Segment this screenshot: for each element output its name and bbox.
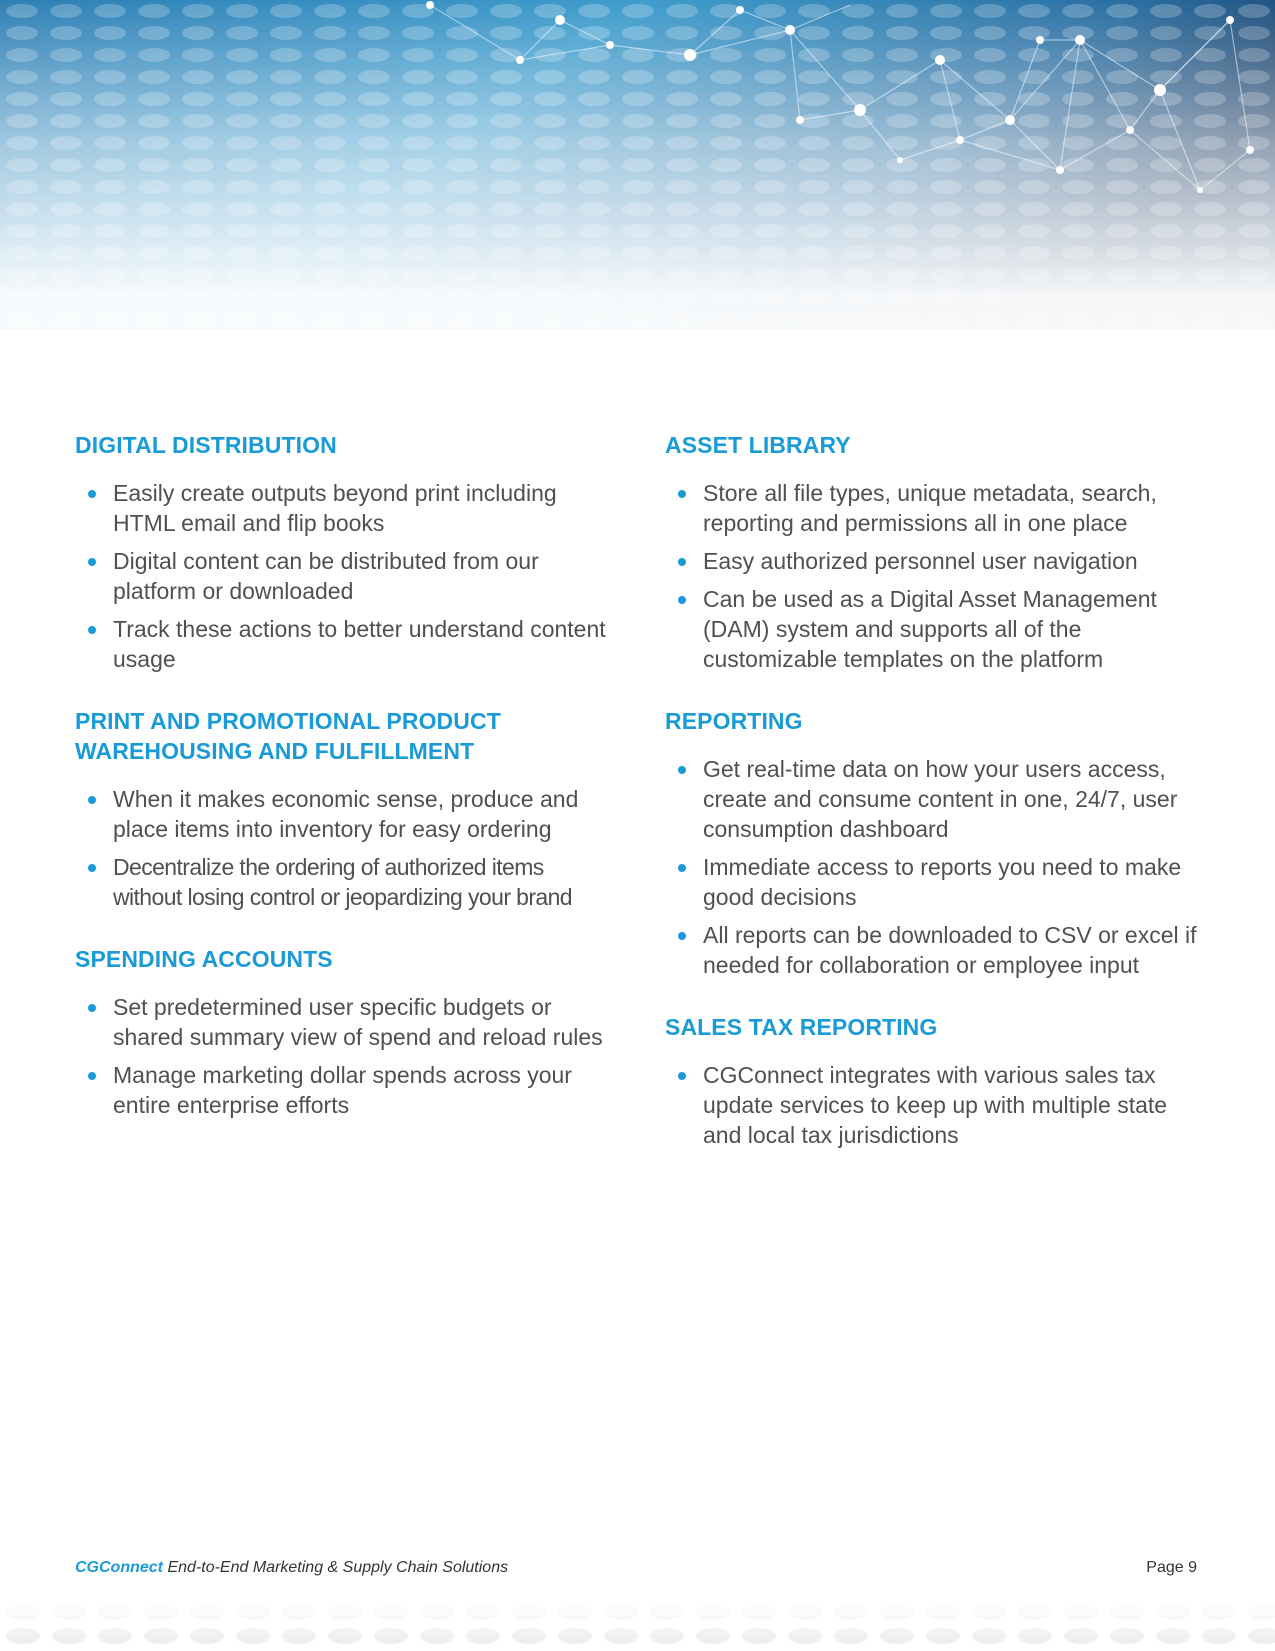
bullet-icon — [678, 490, 686, 498]
bullet-icon — [88, 796, 96, 804]
bullet-icon — [678, 558, 686, 566]
bullet-icon — [678, 932, 686, 940]
list-item: Decentralize the ordering of authorized items without losing control or jeopardizing your brand — [75, 852, 615, 912]
bullet-list — [75, 478, 615, 674]
footer-pattern — [0, 1600, 1275, 1651]
section-sales-tax-reporting — [665, 1012, 1205, 1150]
section-heading: DIGITAL DISTRIBUTION — [75, 432, 337, 458]
bullet-list — [75, 784, 615, 912]
list-item: Immediate access to reports you need to make good decisions — [665, 852, 1205, 912]
dot-pattern-graphic — [0, 1600, 1275, 1651]
bullet-list — [75, 992, 615, 1120]
bullet-icon — [678, 766, 686, 774]
list-item: CGConnect integrates with various sales tax update services to keep up with multiple state and local tax jurisdictions — [665, 1060, 1205, 1150]
section-spending-accounts — [75, 944, 615, 1120]
page-number: Page 9 — [1146, 1559, 1197, 1576]
list-item: Can be used as a Digital Asset Management (DAM) system and supports all of the customizable templates on the platform — [665, 584, 1205, 674]
bullet-list — [665, 754, 1205, 980]
list-item: Easily create outputs beyond print including HTML email and flip books — [75, 478, 615, 538]
footer-tagline: End-to-End Marketing & Supply Chain Solutions — [167, 1559, 509, 1576]
left-column — [75, 430, 615, 1152]
bullet-icon — [88, 1072, 96, 1080]
list-item: Manage marketing dollar spends across your entire enterprise efforts — [75, 1060, 615, 1120]
footer-brand-line — [75, 1559, 508, 1577]
list-item: Track these actions to better understand content usage — [75, 614, 615, 674]
bullet-icon — [88, 558, 96, 566]
list-item: Get real-time data on how your users access, create and consume content in one, 24/7, user consumption dashboard — [665, 754, 1205, 844]
section-heading: PRINT AND PROMOTIONAL PRODUCT WAREHOUSING AND FULFILLMENT — [75, 708, 501, 764]
bullet-list — [665, 1060, 1205, 1150]
section-heading: SALES TAX REPORTING — [665, 1014, 938, 1040]
section-heading: ASSET LIBRARY — [665, 432, 851, 458]
list-item: All reports can be downloaded to CSV or excel if needed for collaboration or employee input — [665, 920, 1205, 980]
section-heading: SPENDING ACCOUNTS — [75, 946, 333, 972]
list-item: When it makes economic sense, produce and place items into inventory for easy ordering — [75, 784, 615, 844]
bullet-icon — [88, 626, 96, 634]
bullet-list — [665, 478, 1205, 674]
bullet-icon — [678, 596, 686, 604]
list-item: Set predetermined user specific budgets or shared summary view of spend and reload rules — [75, 992, 615, 1052]
header-banner — [0, 0, 1275, 420]
page-footer — [75, 1559, 1197, 1577]
bullet-icon — [88, 1004, 96, 1012]
bullet-icon — [678, 864, 686, 872]
list-item: Digital content can be distributed from our platform or downloaded — [75, 546, 615, 606]
section-reporting — [665, 706, 1205, 980]
bullet-icon — [88, 864, 96, 872]
right-column — [665, 430, 1205, 1182]
list-item: Store all file types, unique metadata, search, reporting and permissions all in one place — [665, 478, 1205, 538]
section-print-warehousing — [75, 706, 615, 912]
section-heading: REPORTING — [665, 708, 803, 734]
bullet-icon — [88, 490, 96, 498]
list-item: Easy authorized personnel user navigation — [665, 546, 1205, 576]
section-asset-library — [665, 430, 1205, 674]
bullet-icon — [678, 1072, 686, 1080]
section-digital-distribution — [75, 430, 615, 674]
footer-brand: CGConnect — [75, 1559, 163, 1576]
network-graphic — [0, 0, 1275, 420]
